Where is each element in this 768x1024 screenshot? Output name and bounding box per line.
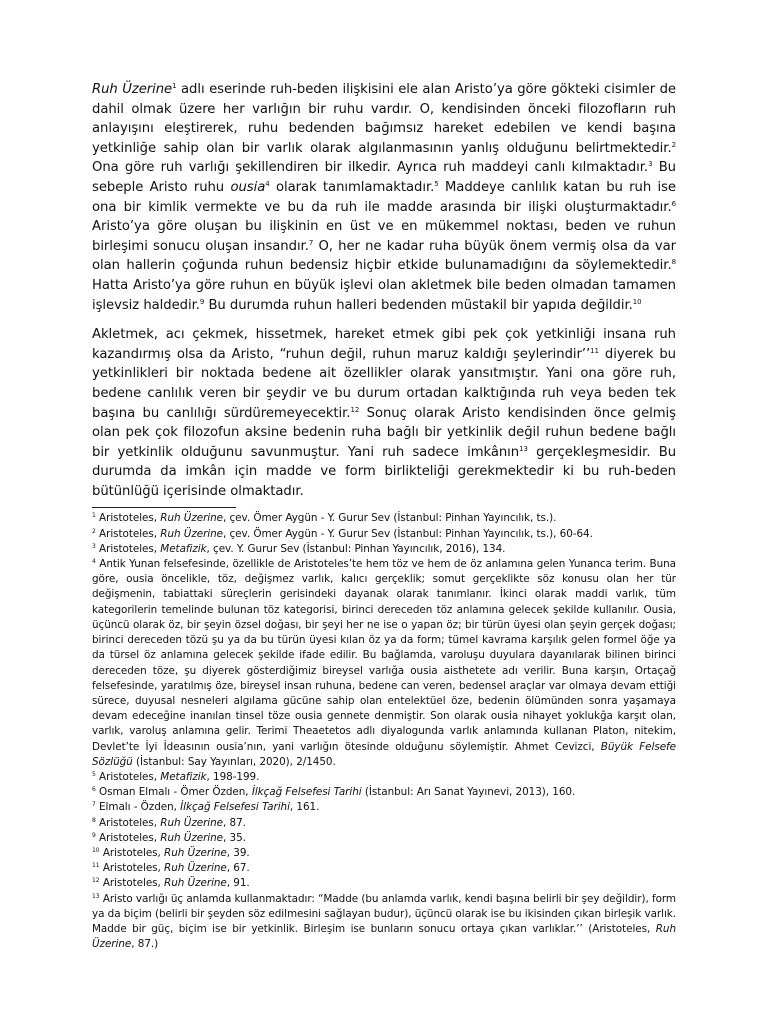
footnote-9 xyxy=(92,831,676,846)
footnote-ref[interactable]: 13 xyxy=(519,444,528,453)
footnote-text: Elmalı - Özden, xyxy=(99,801,181,814)
footnote-number: 5 xyxy=(92,770,96,778)
footnote-8 xyxy=(92,816,676,831)
footnote-text: , 91. xyxy=(226,877,250,890)
footnote-number: 8 xyxy=(92,816,96,824)
footnote-ref[interactable]: 2 xyxy=(671,140,676,149)
footnote-text: , 198-199. xyxy=(206,770,260,783)
footnote-text: , çev. Y. Gurur Sev (İstanbul: Pinhan Yayıncılık, 2016), 134. xyxy=(206,542,506,555)
footnote-text: Aristoteles, xyxy=(99,542,161,555)
paragraph-text: Ona göre ruh varlığı şekillendiren bir ilkedir. Ayrıca ruh maddeyi canlı kılmaktadır. xyxy=(92,160,649,176)
paragraph-text: O, her ne kadar ruha büyük önem vermiş olsa da var olan hallerin çoğunda ruhun bedensiz hiçbir etkide bulunamadığını da söylemektedir. xyxy=(92,238,676,274)
footnote-text: Aristoteles, xyxy=(102,862,165,875)
footnote-number: 2 xyxy=(92,527,96,535)
footnote-7 xyxy=(92,800,676,815)
footnote-separator xyxy=(92,507,236,508)
footnote-ref[interactable]: 10 xyxy=(632,297,642,306)
paragraph-text: gerçekleşmesidir. Bu durumda da imkân için madde ve form birlikteliği gerekmektedir ki bu ruh-beden bütünlüğü içerisinde olmaktadır. xyxy=(92,444,676,499)
footnote-text: , 87.) xyxy=(131,938,159,951)
footnote-5 xyxy=(92,770,676,785)
footnote-ref[interactable]: 11 xyxy=(590,346,599,355)
footnote-number: 12 xyxy=(92,877,100,885)
footnote-title: Ruh Üzerine xyxy=(164,846,227,859)
footnote-text: Aristoteles, xyxy=(102,877,165,890)
footnote-text: , 39. xyxy=(226,846,250,859)
footnote-ref[interactable]: 6 xyxy=(671,199,676,208)
footnote-number: 10 xyxy=(92,846,100,854)
paragraph-text: Sonuç olarak Aristo kendisinden önce gelmiş olan pek çok filozofun aksine bedenin ruha bağlı bir yetkinlik değil ruhun bedene bağlı bir yetkinlik olduğunu savunmuştur. Yani ruh sadece imkânın xyxy=(92,405,676,460)
footnote-number: 7 xyxy=(92,801,96,809)
footnote-number: 11 xyxy=(92,862,100,870)
footnote-text: (İstanbul: Say Yayınları, 2020), 2/1450. xyxy=(132,755,336,768)
footnote-ref[interactable]: 4 xyxy=(265,179,270,188)
footnote-title: Metafizik xyxy=(160,542,207,555)
footnote-title: Ruh Üzerine xyxy=(160,816,224,829)
footnote-12 xyxy=(92,876,676,891)
footnote-ref[interactable]: 8 xyxy=(671,258,676,267)
footnote-title: Ruh Üzerine xyxy=(164,877,227,890)
footnote-title: Ruh Üzerine xyxy=(92,922,676,951)
footnote-number: 1 xyxy=(92,512,96,520)
document-page xyxy=(92,80,676,952)
footnote-3 xyxy=(92,542,676,557)
footnote-ref[interactable]: 12 xyxy=(350,405,360,414)
footnote-text: Aristoteles, xyxy=(99,770,161,783)
footnote-title: Metafizik xyxy=(160,770,207,783)
footnote-13 xyxy=(92,892,676,953)
footnote-ref[interactable]: 5 xyxy=(434,179,439,188)
paragraph-text: Maddeye canlılık katan bu ruh ise ona bir kimlik vermekte ve bu da ruh ile madde arasında bir ilişki oluşturmaktadır. xyxy=(92,179,676,215)
footnote-text: Aristoteles, xyxy=(99,816,161,829)
footnote-text: Aristoteles, xyxy=(102,846,165,859)
footnote-title: İlkçağ Felsefesi Tarihi xyxy=(180,801,290,814)
footnote-6 xyxy=(92,785,676,800)
footnote-title: Büyük Felsefe Sözlüğü xyxy=(92,740,676,768)
footnote-title: İlkçağ Felsefesi Tarihi xyxy=(251,786,362,799)
body-paragraph-2 xyxy=(92,325,676,501)
footnote-ref[interactable]: 9 xyxy=(199,297,205,306)
footnote-number: 3 xyxy=(92,542,96,550)
footnote-number: 6 xyxy=(92,786,96,794)
paragraph-text: olarak tanımlamaktadır. xyxy=(269,179,435,195)
footnote-text: , çev. Ömer Aygün - Y. Gurur Sev (İstanbul: Pinhan Yayıncılık, ts.). xyxy=(223,512,557,525)
footnote-title: Ruh Üzerine xyxy=(160,831,224,844)
footnote-number: 13 xyxy=(92,892,100,900)
footnote-11 xyxy=(92,861,676,876)
paragraph-text: diyerek bu yetkinlikleri bir noktada bedene ait özellikler olarak yansıtmıştır. Yani ona göre ruh, bedene canlılık veren bir şeydir ve bu durum ortadan kalktığında ruh veya beden tek başına bu canlılığı sürdüremeyecektir. xyxy=(92,346,676,421)
footnote-text: Aristoteles, xyxy=(99,512,161,525)
paragraph-text: adlı eserinde ruh-beden ilişkisini ele alan Aristo’ya göre gökteki cisimler de dahil olmak üzere her varlığın bir ruhu vardır. O, kendisinden önceki filozofların ruh anlayışını eleştirerek, ruhu bedenden bağımsız hareket edebilen ve kendi başına yetkinliğe sahip olan bir varlık olarak algılanmasının yanlış olduğunu belirtmektedir. xyxy=(92,82,676,156)
footnote-text: Antik Yunan felsefesinde, özellikle de Aristoteles’te hem töz ve hem de öz anlamına gelen Yunanca terim. Buna göre, ousia öncelikle, töz, değişmez varlık, kalıcı gerçeklik; somut gerçeklikte söz konusu olan her tür değişmenin, tabiattaki süreçlerin gerisindeki dayanak olarak tanımlanır. İkinci olarak maddi varlık, tüm kategorilerin temelinde bulunan töz kategorisi, birinci dereceden töz anlamına gelecek şekilde kullanılır. Ousia, üçüncü olarak öz, bir şeyin özsel doğası, bir şeyi her ne ise o yapan öz; bir türün üyesi olan şeyin gerçek doğası; birinci dereceden tözü şu ya da bu türün üyesi kılan öz ya da form; tümel kavrama karşılık gelen formel öğe ya da türsel öz anlamına gelecek şekilde ifade edilir. Bu bağlamda, varoluşu duyulara dayanılarak bilinen birinci dereceden töze, şu diyerek gösterdiğimiz bireysel varlığa ousia aisthetete adı verilir. Buna karşın, Ortaçağ felsefesinde, yaratılmış öze, bireysel insan ruhuna, bedene can veren, bedensel araçlar var olmaya devam ettiği sürece, duyusal nesneleri algılama gücüne sahip olan entelektüel öze, bedenin ölümünden sonra yaşamaya devam edeceğine inanılan tinsel töze ousia gennete denmiştir. Son olarak ousia nihayet yoklukğa karşıt olan, varlık, varoluş anlamına gelir. Terimi Theaetetos adlı diyalogunda varlık anlamında kullanan Platon, nitekim, Devlet’te İyi İdeasının ousia’nın, yani varlığın ötesinde olduğunu söylemiştir. Ahmet Cevizci, xyxy=(92,558,676,753)
footnote-number: 9 xyxy=(92,831,96,839)
paragraph-text: Bu sebeple Aristo ruhu xyxy=(92,160,676,195)
paragraph-text: Aristo’ya göre oluşan bu ilişkinin en üst ve en mükemmel noktası, beden ve ruhun birleşimi sonucu oluşan insandır. xyxy=(92,219,676,254)
footnotes xyxy=(92,511,676,952)
term-ousia: ousia xyxy=(230,179,266,195)
footnote-ref[interactable]: 3 xyxy=(648,160,653,169)
footnote-text: Aristoteles, xyxy=(99,527,161,540)
footnote-4 xyxy=(92,557,676,770)
footnote-title: Ruh Üzerine xyxy=(160,527,224,540)
paragraph-text: Bu durumda ruhun halleri bedenden müstakil bir yapıda değildir. xyxy=(204,297,633,313)
footnote-ref[interactable]: 7 xyxy=(308,238,314,247)
footnote-text: Osman Elmalı - Ömer Özden, xyxy=(99,786,252,799)
footnote-2 xyxy=(92,527,676,542)
book-title: Ruh Üzerine xyxy=(92,82,173,97)
paragraph-text: Hatta Aristo’ya göre ruhun en büyük işlevi olan akletmek bile beden olmadan tamamen işlevsiz haldedir. xyxy=(92,277,676,313)
paragraph-text: Akletmek, acı çekmek, hissetmek, hareket etmek gibi pek çok yetkinliği insana ruh kazandırmış olsa da Aristo, “ruhun değil, ruhun maruz kaldığı şeylerindir’’ xyxy=(92,327,676,362)
footnote-text: , 161. xyxy=(289,801,320,814)
footnote-title: Ruh Üzerine xyxy=(160,512,224,525)
footnote-1 xyxy=(92,511,676,526)
footnote-text: (İstanbul: Arı Sanat Yayınevi, 2013), 160. xyxy=(361,786,576,799)
footnote-title: Ruh Üzerine xyxy=(164,862,227,875)
footnote-text: , 67. xyxy=(226,862,250,875)
footnote-text: , çev. Ömer Aygün - Y. Gurur Sev (İstanbul: Pinhan Yayıncılık, ts.), 60-64. xyxy=(223,527,593,540)
footnote-10 xyxy=(92,846,676,861)
footnote-text: , 87. xyxy=(223,816,246,829)
body-paragraph-1 xyxy=(92,80,676,315)
footnote-number: 4 xyxy=(92,558,96,566)
footnote-ref[interactable]: 1 xyxy=(172,82,177,90)
footnote-text: Aristoteles, xyxy=(99,831,161,844)
footnote-text: Aristo varlığı üç anlamda kullanmaktadır: “Madde (bu anlamda varlık, kendi başına belirli bir şey değildir), form ya da biçim (belirli bir şeyden söz edilmesini sağlayan budur), üçüncü olarak ise bu ikisinden çıkan birleşik varlık. Madde bir güç, biçim ise bir yetkinlik. Birleşim ise bunların sonucu ortaya çıkan varlıklar.’’ (Aristoteles, xyxy=(92,892,676,935)
footnote-text: , 35. xyxy=(223,831,246,844)
